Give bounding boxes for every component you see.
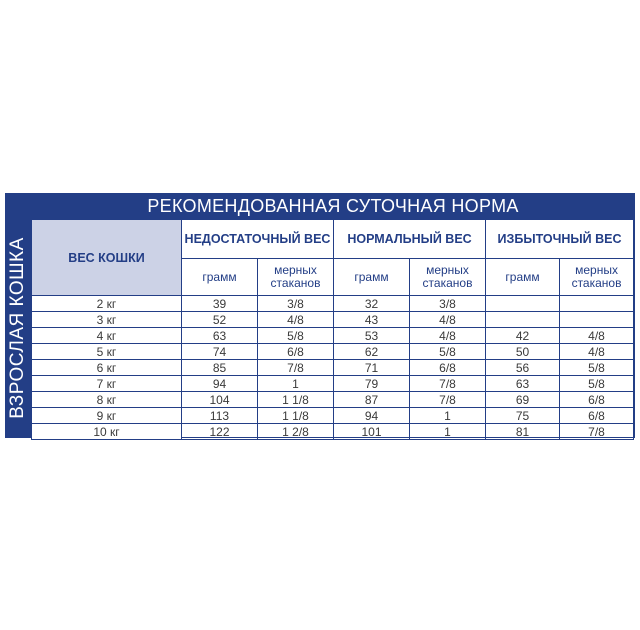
normal-cups-cell: 3/8 <box>410 296 486 312</box>
overweight-grams-cell: 63 <box>486 376 560 392</box>
side-label-text: ВЗРОСЛАЯ КОШКА <box>7 237 29 419</box>
weight-cell: 3 кг <box>32 312 182 328</box>
normal-cups-cell: 1 <box>410 424 486 440</box>
normal-grams-cell: 94 <box>334 408 410 424</box>
table-wrap <box>31 219 633 437</box>
feeding-table <box>31 219 634 440</box>
overweight-cups-cell <box>560 312 634 328</box>
underweight-cups-cell: 1 2/8 <box>258 424 334 440</box>
underweight-cups-cell: 7/8 <box>258 360 334 376</box>
table-row <box>32 360 634 376</box>
table-row <box>32 424 634 440</box>
normal-cups-cell: 1 <box>410 408 486 424</box>
group-header-row <box>32 220 634 259</box>
underweight-grams-cell: 113 <box>182 408 258 424</box>
sub-header-cups: мерных стаканов <box>560 259 634 296</box>
overweight-cups-cell: 4/8 <box>560 344 634 360</box>
sub-header-cups: мерных стаканов <box>410 259 486 296</box>
group-header-normal: НОРМАЛЬНЫЙ ВЕС <box>334 220 486 259</box>
overweight-cups-cell: 4/8 <box>560 328 634 344</box>
overweight-cups-cell: 6/8 <box>560 392 634 408</box>
overweight-grams-cell <box>486 312 560 328</box>
weight-cell: 6 кг <box>32 360 182 376</box>
normal-cups-cell: 7/8 <box>410 376 486 392</box>
overweight-cups-cell: 6/8 <box>560 408 634 424</box>
table-title: РЕКОМЕНДОВАННАЯ СУТОЧНАЯ НОРМА <box>147 195 519 216</box>
overweight-cups-cell: 5/8 <box>560 360 634 376</box>
overweight-grams-cell: 50 <box>486 344 560 360</box>
table-row <box>32 328 634 344</box>
weight-cell: 2 кг <box>32 296 182 312</box>
normal-cups-cell: 4/8 <box>410 312 486 328</box>
normal-grams-cell: 43 <box>334 312 410 328</box>
underweight-grams-cell: 85 <box>182 360 258 376</box>
normal-grams-cell: 53 <box>334 328 410 344</box>
underweight-grams-cell: 122 <box>182 424 258 440</box>
underweight-cups-cell: 4/8 <box>258 312 334 328</box>
overweight-grams-cell: 69 <box>486 392 560 408</box>
weight-cell: 7 кг <box>32 376 182 392</box>
overweight-grams-cell: 42 <box>486 328 560 344</box>
underweight-grams-cell: 63 <box>182 328 258 344</box>
underweight-grams-cell: 52 <box>182 312 258 328</box>
weight-cell: 9 кг <box>32 408 182 424</box>
overweight-cups-cell: 7/8 <box>560 424 634 440</box>
sub-header-cups: мерных стаканов <box>258 259 334 296</box>
underweight-cups-cell: 5/8 <box>258 328 334 344</box>
table-row <box>32 312 634 328</box>
table-row <box>32 344 634 360</box>
normal-grams-cell: 32 <box>334 296 410 312</box>
normal-grams-cell: 101 <box>334 424 410 440</box>
normal-cups-cell: 5/8 <box>410 344 486 360</box>
weight-cell: 4 кг <box>32 328 182 344</box>
table-row <box>32 392 634 408</box>
underweight-cups-cell: 1 1/8 <box>258 408 334 424</box>
sub-header-grams: грамм <box>334 259 410 296</box>
normal-cups-cell: 7/8 <box>410 392 486 408</box>
normal-cups-cell: 6/8 <box>410 360 486 376</box>
weight-cell: 8 кг <box>32 392 182 408</box>
overweight-cups-cell <box>560 296 634 312</box>
normal-grams-cell: 62 <box>334 344 410 360</box>
weight-cell: 5 кг <box>32 344 182 360</box>
table-row <box>32 376 634 392</box>
underweight-cups-cell: 1 1/8 <box>258 392 334 408</box>
overweight-grams-cell: 56 <box>486 360 560 376</box>
normal-cups-cell: 4/8 <box>410 328 486 344</box>
table-body <box>32 296 634 440</box>
overweight-grams-cell <box>486 296 560 312</box>
underweight-grams-cell: 104 <box>182 392 258 408</box>
overweight-grams-cell: 75 <box>486 408 560 424</box>
group-header-overweight: ИЗБЫТОЧНЫЙ ВЕС <box>486 220 634 259</box>
weight-column-header: ВЕС КОШКИ <box>32 220 182 296</box>
overweight-cups-cell: 5/8 <box>560 376 634 392</box>
normal-grams-cell: 79 <box>334 376 410 392</box>
overweight-grams-cell: 81 <box>486 424 560 440</box>
normal-grams-cell: 71 <box>334 360 410 376</box>
underweight-cups-cell: 1 <box>258 376 334 392</box>
underweight-cups-cell: 3/8 <box>258 296 334 312</box>
side-label <box>5 218 31 438</box>
weight-cell: 10 кг <box>32 424 182 440</box>
normal-grams-cell: 87 <box>334 392 410 408</box>
table-row <box>32 408 634 424</box>
underweight-grams-cell: 74 <box>182 344 258 360</box>
underweight-cups-cell: 6/8 <box>258 344 334 360</box>
table-row <box>32 296 634 312</box>
sub-header-grams: грамм <box>486 259 560 296</box>
underweight-grams-cell: 94 <box>182 376 258 392</box>
underweight-grams-cell: 39 <box>182 296 258 312</box>
sub-header-grams: грамм <box>182 259 258 296</box>
group-header-underweight: НЕДОСТАТОЧНЫЙ ВЕС <box>182 220 334 259</box>
